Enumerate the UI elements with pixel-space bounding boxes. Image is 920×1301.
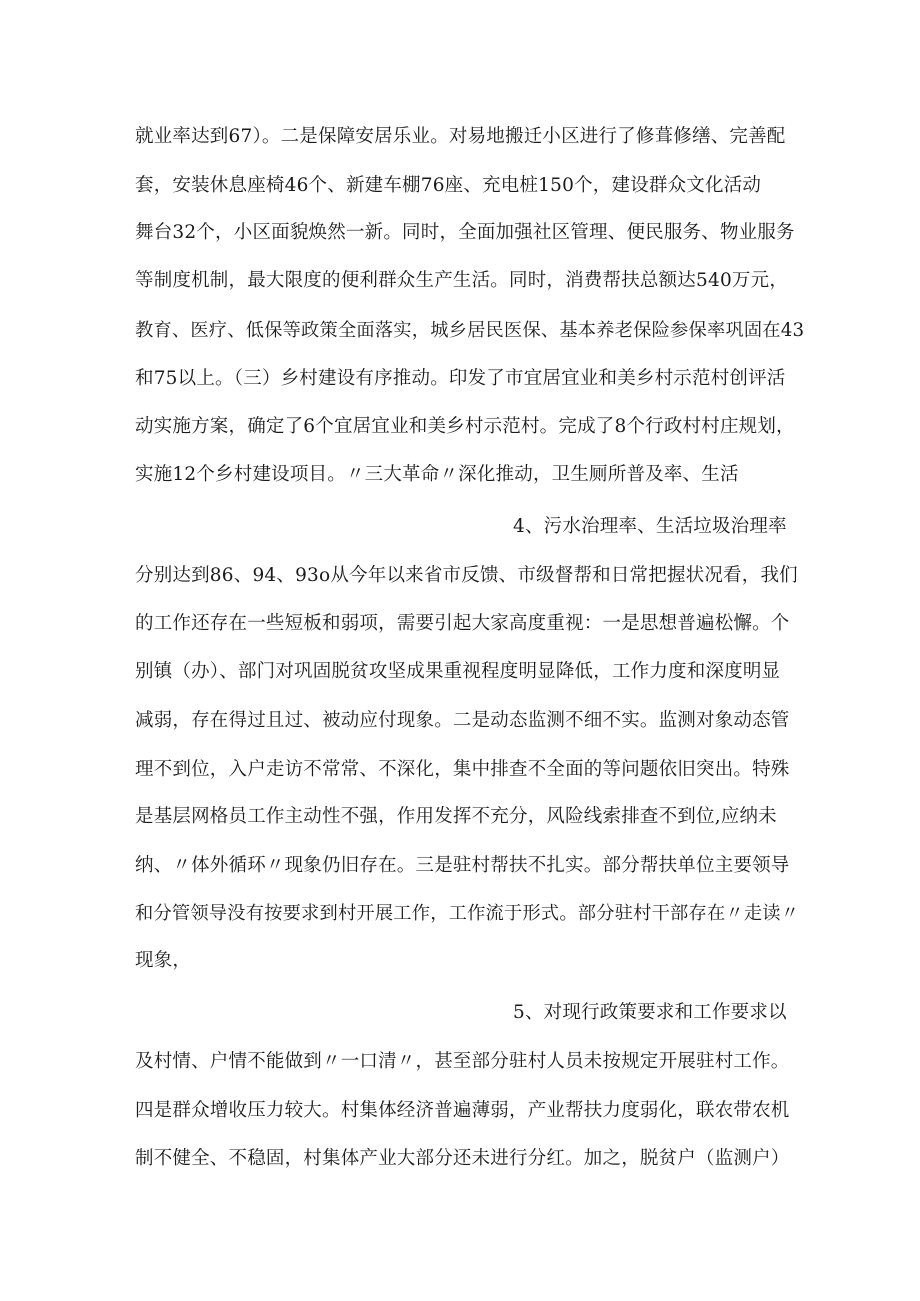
paragraph-line: 动实施方案，确定了6个宜居宜业和美乡村示范村。完成了8个行政村村庄规划，	[135, 416, 795, 437]
paragraph-line: 套，安装休息座椅46个、新建车棚76座、充电桩150个，建设群众文化活动	[135, 175, 762, 196]
paragraph-line: 等制度机制，最大限度的便利群众生产生活。同时，消费帮扶总额达540万元，	[135, 270, 789, 291]
paragraph-line: 别镇（办）、部门对巩固脱贫攻坚成果重视程度明显降低，工作力度和深度明显	[135, 661, 781, 682]
paragraph-line: 实施12个乡村建设项目。〃三大革命〃深化推动，卫生厕所普及率、生活	[135, 464, 739, 485]
paragraph-line: 教育、医疗、低保等政策全面落实，城乡居民医保、基本养老保险参保率巩固在43	[135, 320, 805, 341]
paragraph-line: 的工作还存在一些短板和弱项，需要引起大家高度重视：一是思想普遍松懈。个	[135, 613, 790, 634]
paragraph-line: 制不健全、不稳固，村集体产业大部分还未进行分红。加之，脱贫户（监测户）	[135, 1148, 790, 1169]
section-number-line: 5、对现行政策要求和工作要求以	[513, 1002, 787, 1023]
paragraph-line: 和分管领导没有按要求到村开展工作，工作流于形式。部分驻村干部存在〃走读〃	[135, 903, 800, 924]
paragraph-line: 分别达到86、94、93o从今年以来省市反馈、市级督帮和日常把握状况看，我们	[135, 565, 798, 586]
paragraph-line: 理不到位，入户走访不常常、不深化，集中排查不全面的等问题依旧突出。特殊	[135, 759, 790, 780]
paragraph-line: 现象，	[135, 950, 192, 971]
paragraph-line: 四是群众增收压力较大。村集体经济普遍薄弱，产业帮扶力度弱化，联农带农机	[135, 1100, 790, 1121]
paragraph-line: 就业率达到67）。二是保障安居乐业。对易地搬迁小区进行了修葺修缮、完善配	[135, 126, 786, 147]
paragraph-line: 和75以上。（三）乡村建设有序推动。印发了市宜居宜业和美乡村示范村创评活	[135, 368, 786, 389]
paragraph-line: 是基层网格员工作主动性不强，作用发挥不充分，风险线索排查不到位,应纳未	[135, 806, 777, 827]
paragraph-line: 减弱，存在得过且过、被动应付现象。二是动态监测不细不实。监测对象动态管	[135, 710, 790, 731]
section-number-line: 4、污水治理率、生活垃圾治理率	[513, 516, 787, 537]
paragraph-line: 舞台32个，小区面貌焕然一新。同时，全面加强社区管理、便民服务、物业服务	[135, 222, 795, 243]
paragraph-line: 及村情、户情不能做到〃一口清〃，甚至部分驻村人员未按规定开展驻村工作。	[135, 1051, 790, 1072]
paragraph-line: 纳、〃体外循环〃现象仍旧存在。三是驻村帮扶不扎实。部分帮扶单位主要领导	[135, 855, 790, 876]
